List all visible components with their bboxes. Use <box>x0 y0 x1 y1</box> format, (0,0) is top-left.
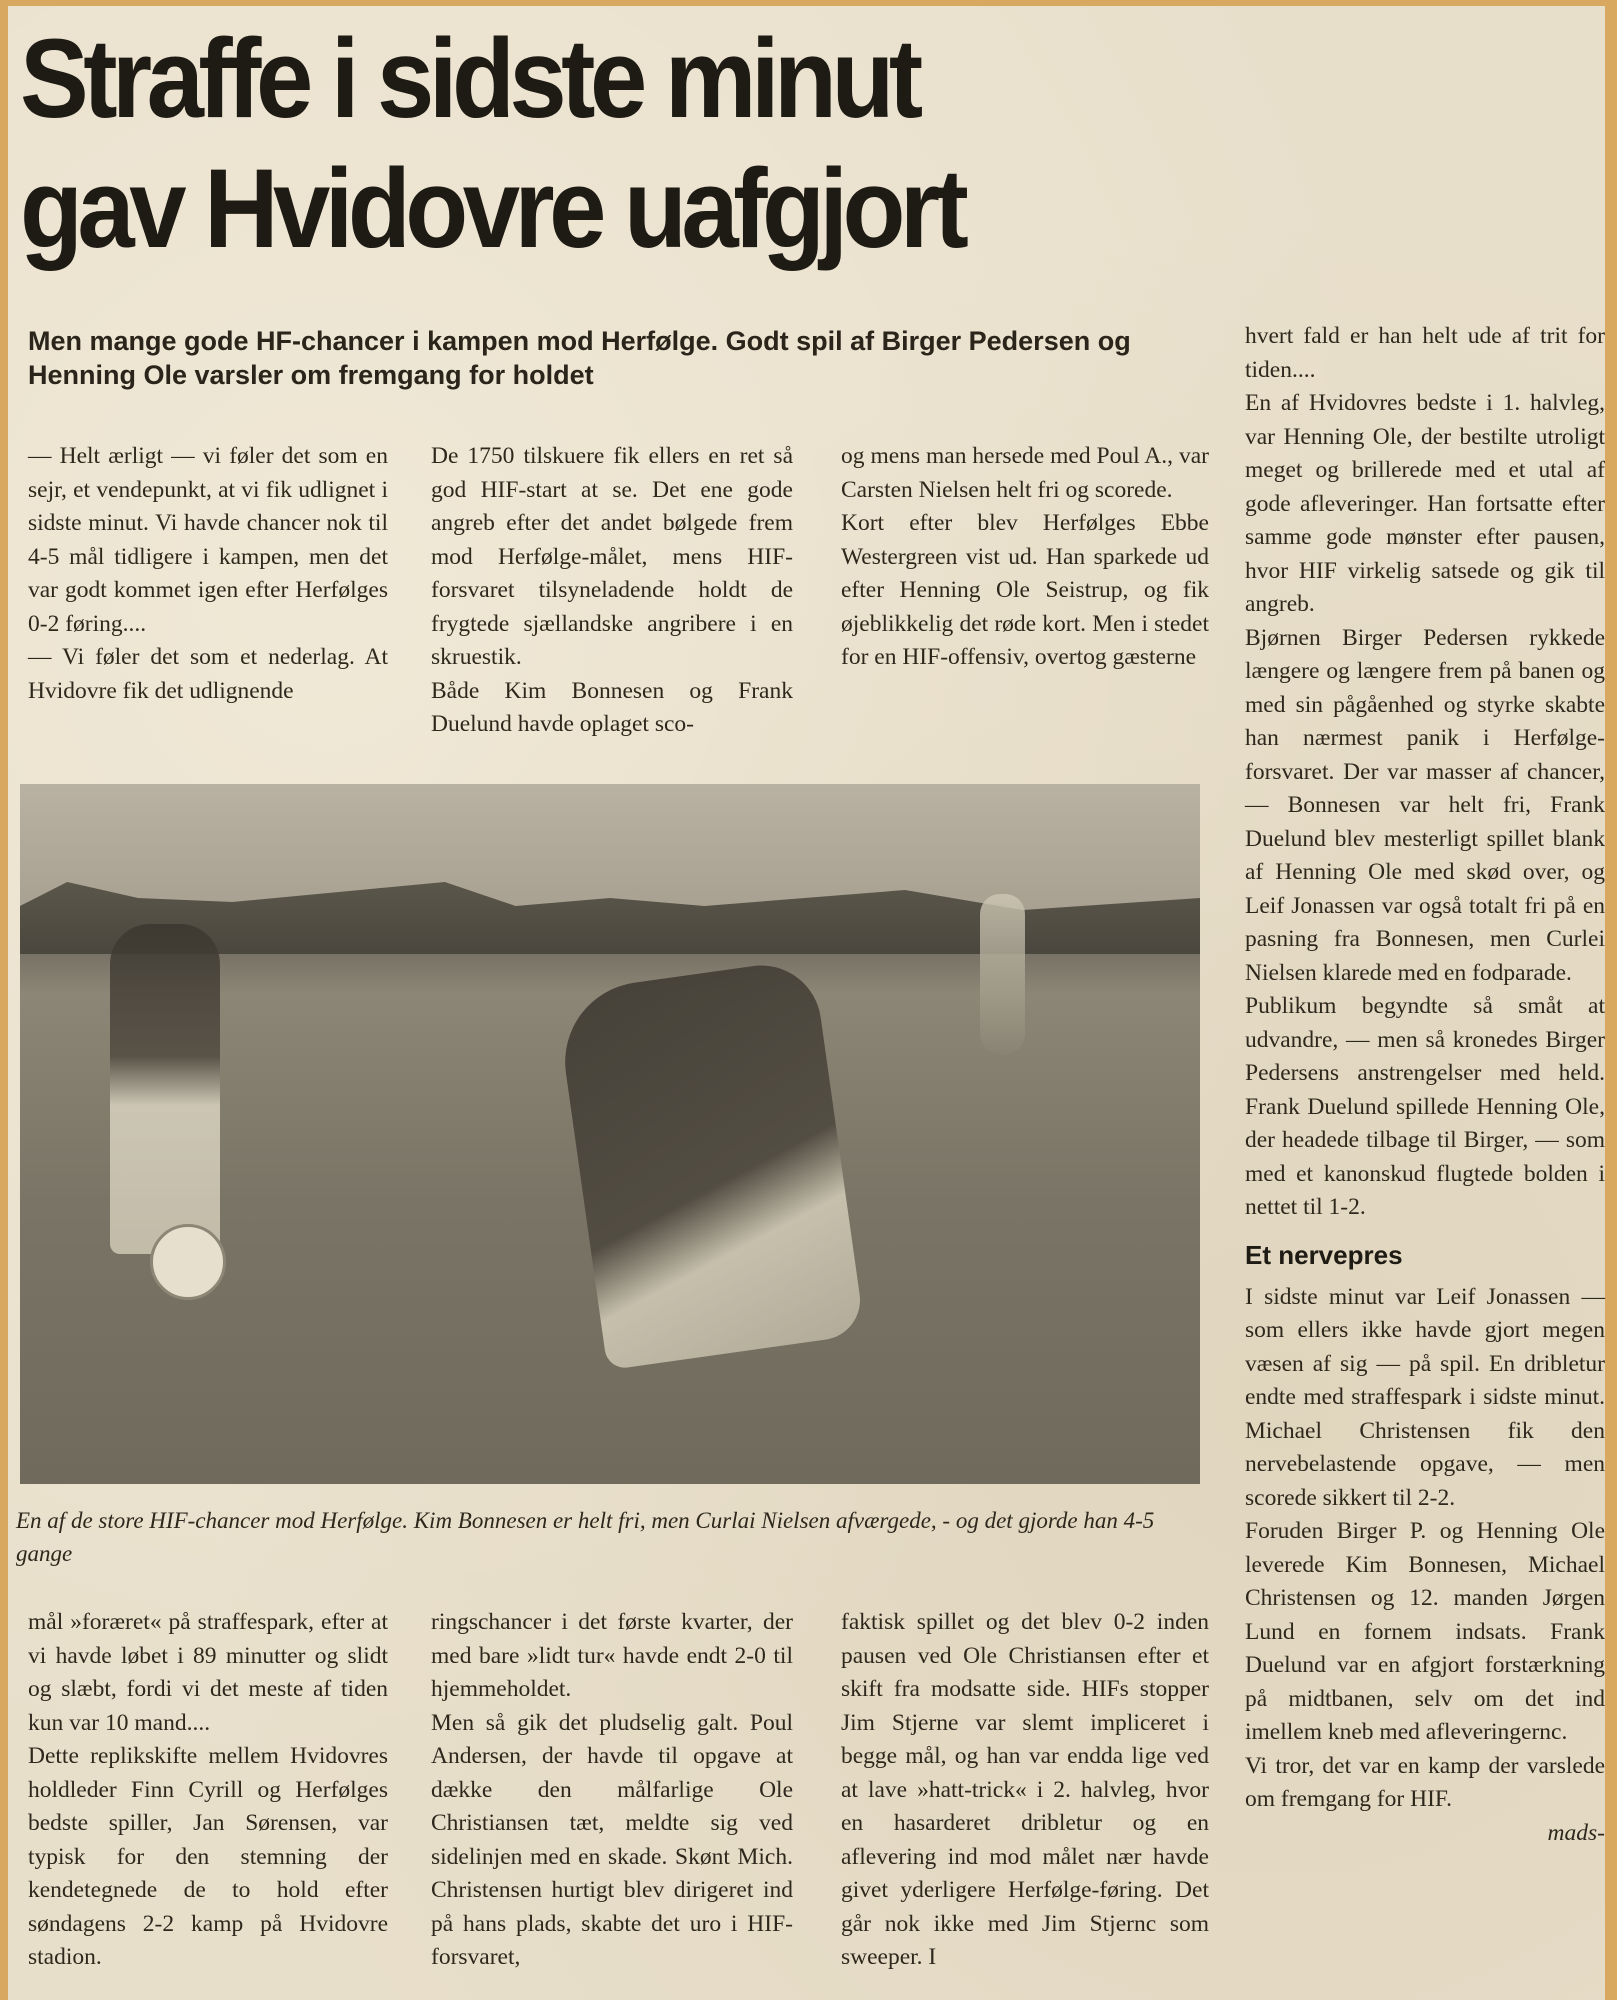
paragraph: Både Kim Bonnesen og Frank Duelund havde oplaget sco- <box>431 677 793 737</box>
paragraph: Vi tror, det var en kamp der varslede om fremgang for HIF. <box>1245 1752 1605 1812</box>
subheading: Men mange gode HF-chancer i kampen mod Herfølge. Godt spil af Birger Pedersen og Henning Ole varsler om fremgang for holdet <box>28 326 1131 390</box>
paragraph: Publikum begyndte så småt at udvandre, — men så kronedes Birger Pedersens anstrengelser med held. Frank Duelund spillede Henning Ole, der headede tilbage til Birger, — som med et kanonskud flugtede bolden i nettet til 1-2. <box>1245 993 1605 1220</box>
photo-caption: En af de store HIF-chancer mod Herfølge. Kim Bonnesen er helt fri, men Curlai Nielsen afværgede, - og det gjorde han 4-5 gange <box>16 1508 1155 1566</box>
paragraph: ringschancer i det første kvarter, der med bare »lidt tur« havde endt 2-0 til hjemmeholdet. <box>431 1609 793 1702</box>
paragraph: — Vi føler det som et nederlag. At Hvidovre fik det udlignende <box>28 644 388 704</box>
column-2-top <box>431 440 793 742</box>
headline-line-2: gav Hvidovre uafgjort <box>20 146 964 271</box>
photo-ball <box>150 1224 226 1300</box>
match-photo <box>20 784 1200 1484</box>
column-1-bottom <box>28 1606 388 1975</box>
column-3-bottom <box>841 1606 1209 1975</box>
photo-goalkeeper <box>555 958 865 1370</box>
photo-distant-player <box>980 894 1025 1054</box>
crosshead: Et nervepres <box>1245 1239 1403 1270</box>
paragraph: Foruden Birger P. og Henning Ole leverede Kim Bonnesen, Michael Christensen og 12. manden Jørgen Lund en fornem indsats. Frank Duelund var en afgjort forstærkning på midtbanen, selv om det ind imellem kneb med afleveringernc. <box>1245 1518 1605 1745</box>
paragraph: De 1750 tilskuere fik ellers en ret så god HIF-start at se. Det ene gode angreb efter det andet bølgede frem mod Herfølge-målet, mens HIF-forsvaret tilsyneladende holdt de frygtede sjællandske angribere i en skruestik. <box>431 443 793 670</box>
column-1-top <box>28 440 388 708</box>
paragraph: Dette replikskifte mellem Hvidovres holdleder Finn Cyrill og Herfølges bedste spiller, Jan Sørensen, var typisk for den stemning der kendetegnede de to hold efter søndagens 2-2 kamp på Hvidovre stadion. <box>28 1743 388 1970</box>
paragraph: Bjørnen Birger Pedersen rykkede længere og længere frem på banen og med sin pågåenhed og styrke skabte han nærmest panik i Herfølge-forsvaret. Der var masser af chancer, — Bonnesen var helt fri, Frank Duelund blev mesterligt spillet blank af Henning Ole med skød over, og Leif Jonassen var også totalt fri på en pasning fra Bonnesen, men Curlei Nielsen klarede med en fodparade. <box>1245 624 1605 986</box>
paragraph: faktisk spillet og det blev 0-2 inden pausen ved Ole Christiansen efter et skift fra modsatte side. HIFs stopper Jim Stjerne var slemt impliceret i begge mål, og han var endda lige ved at lave »hatt-trick« i 2. halvleg, hvor en hasarderet dribletur og en aflevering ind mod målet nær havde givet yderligere Herfølge-føring. Det går nok ikke med Jim Stjernc som sweeper. I <box>841 1609 1209 1970</box>
paragraph: Kort efter blev Herfølges Ebbe Westergreen vist ud. Han sparkede ud efter Henning Ole Seistrup, og fik øjeblikkelig det røde kort. Men i stedet for en HIF-offensiv, overtog gæsterne <box>841 510 1209 670</box>
column-4 <box>1245 320 1605 1850</box>
paragraph: Men så gik det pludselig galt. Poul Andersen, der havde til opgave at dække den målfarlige Ole Christiansen tæt, meldte sig ved sidelinjen med en skade. Skønt Mich. Christensen hurtigt blev dirigeret ind på hans plads, skabte det uro i HIF-forsvaret, <box>431 1709 793 1970</box>
paragraph: hvert fald er han helt ude af trit for tiden.... <box>1245 323 1605 383</box>
headline-line-1: Straffe i sidste minut <box>20 16 918 141</box>
paragraph: — Helt ærligt — vi føler det som en sejr, et vendepunkt, at vi fik udlignet i sidste minut. Vi havde chancer nok til 4-5 mål tidligere i kampen, men det var godt kommet igen efter Herfølges 0-2 føring.... <box>28 443 388 637</box>
photo-attacker <box>110 924 220 1254</box>
paragraph: mål »foræret« på straffespark, efter at vi havde løbet i 89 minutter og slidt og slæbt, fordi vi det meste af tiden kun var 10 mand.... <box>28 1609 388 1736</box>
headline <box>20 14 963 274</box>
byline: mads- <box>1547 1819 1605 1846</box>
newspaper-clipping <box>8 6 1605 2000</box>
paragraph: og mens man hersede med Poul A., var Carsten Nielsen helt fri og scorede. <box>841 443 1209 503</box>
paragraph: En af Hvidovres bedste i 1. halvleg, var Henning Ole, der bestilte utroligt meget og brillerede med et utal af gode afleveringer. Han fortsatte efter samme gode mønster efter pausen, hvor HIF virkelig satsede og gik til angreb. <box>1245 390 1605 617</box>
paragraph: I sidste minut var Leif Jonassen — som ellers ikke havde gjort megen væsen af sig — på spil. En dribletur endte med straffespark i sidste minut. Michael Christensen fik den nervebelastende opgave, — men scorede sikkert til 2-2. <box>1245 1283 1605 1511</box>
column-3-top <box>841 440 1209 675</box>
column-2-bottom <box>431 1606 793 1975</box>
